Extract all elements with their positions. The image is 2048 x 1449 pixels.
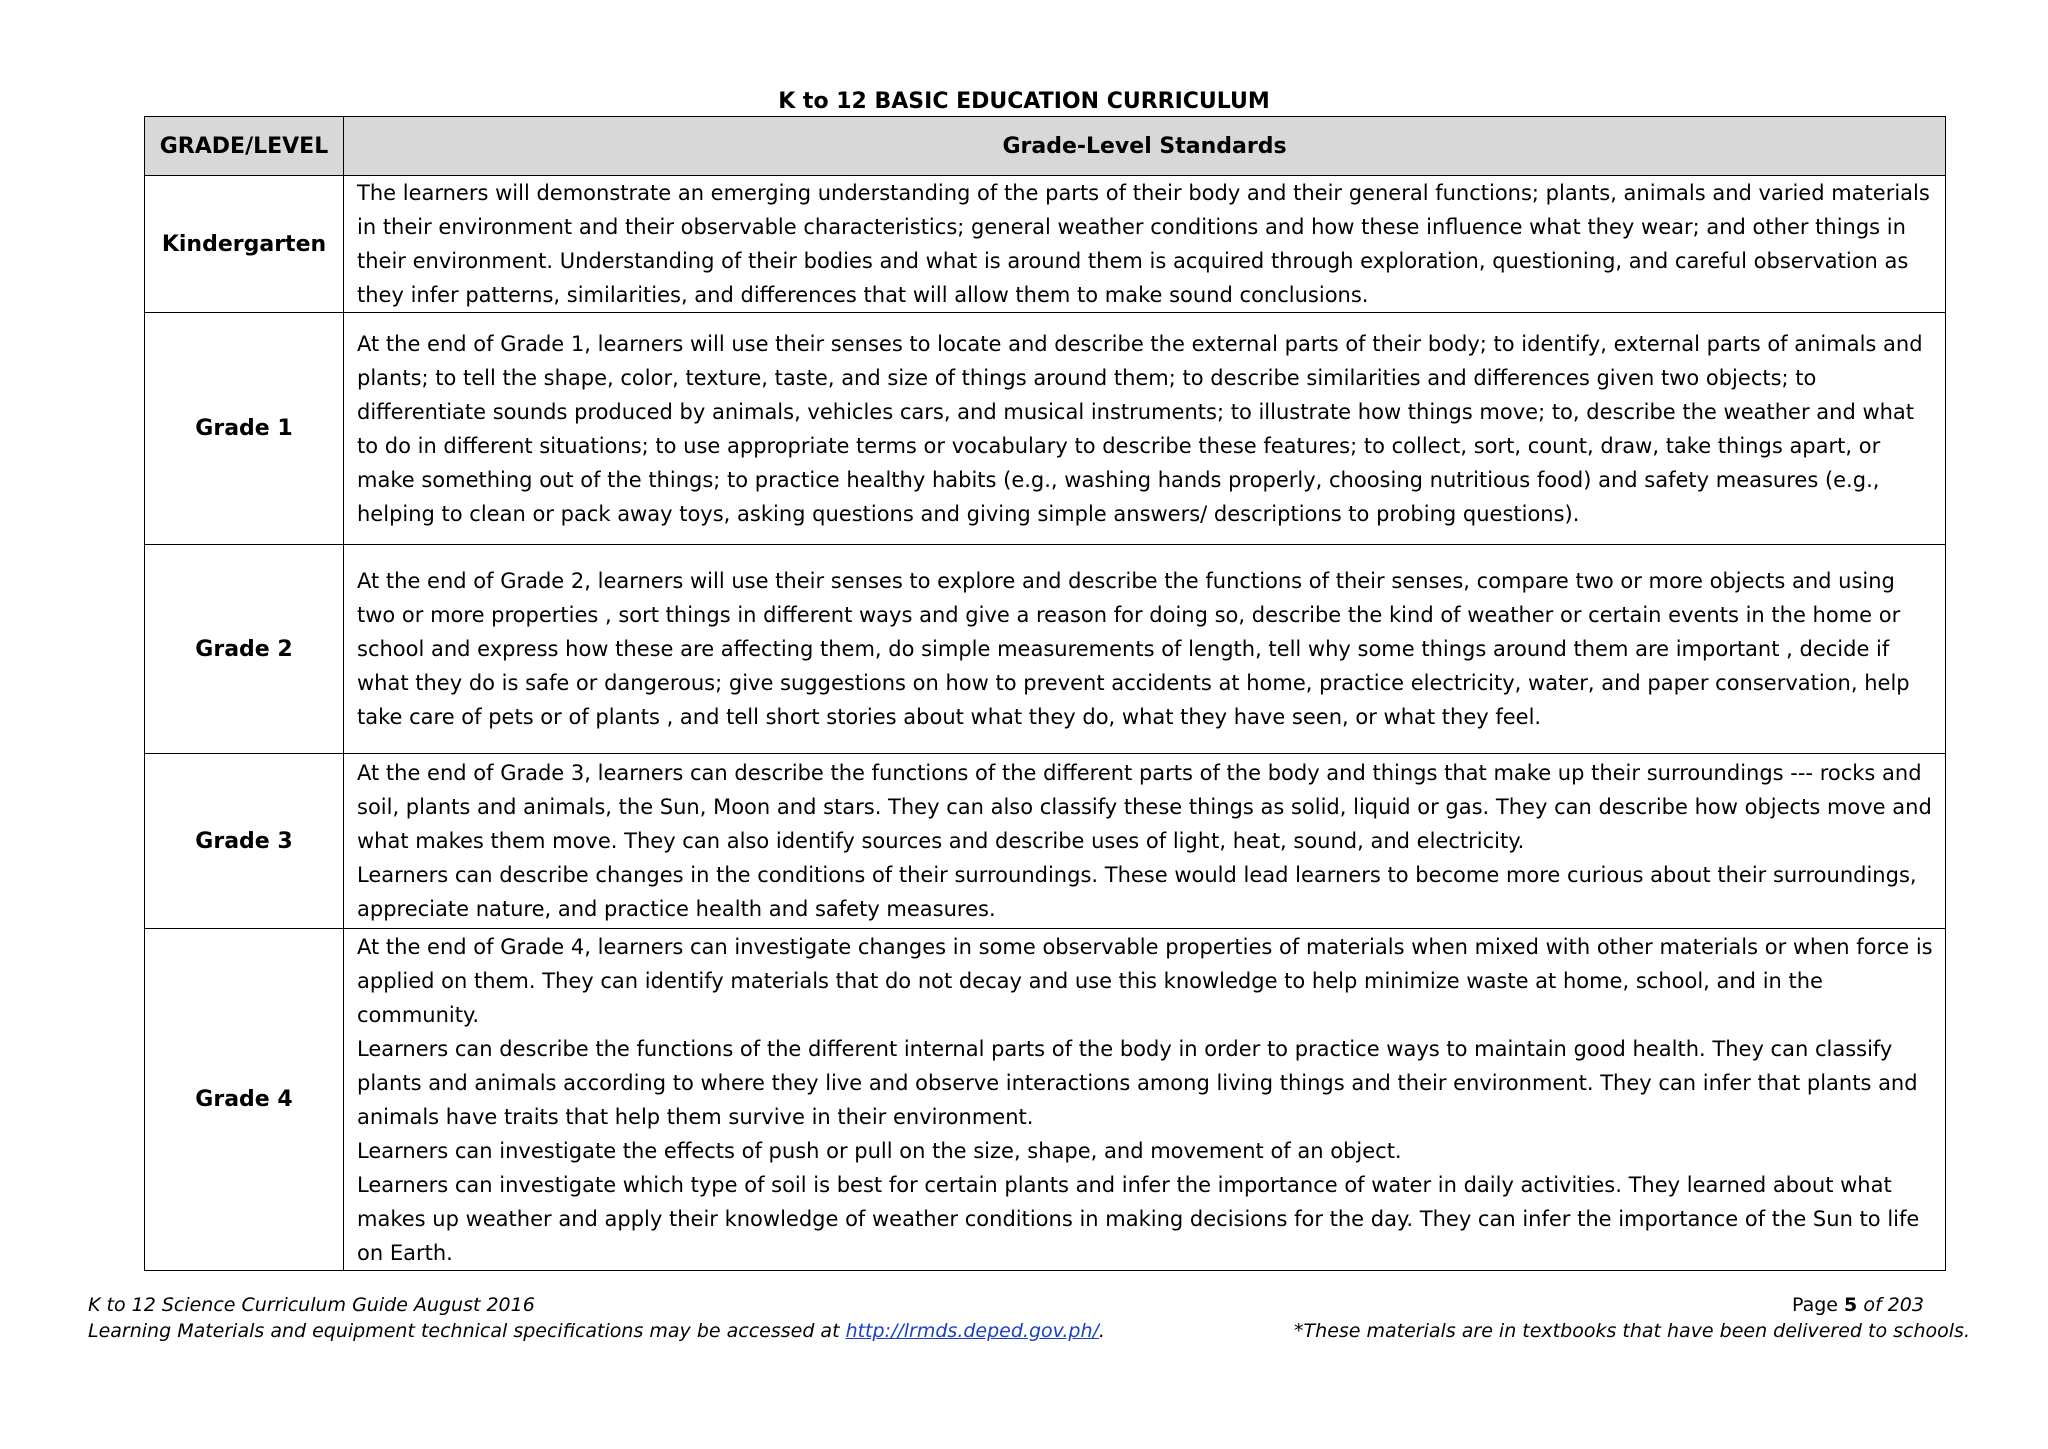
grade-label: Kindergarten xyxy=(145,176,344,313)
standard-text xyxy=(344,313,1946,545)
column-header-standards: Grade-Level Standards xyxy=(344,117,1946,176)
table-row-grade-2 xyxy=(145,545,1946,754)
table-row-grade-3 xyxy=(145,754,1946,929)
standard-paragraph: Learners can describe changes in the conditions of their surroundings. These would lead learners to become more curious about their surroundings, appreciate nature, and practice health and safety measures. xyxy=(357,863,1917,921)
page-current: 5 xyxy=(1844,1294,1858,1316)
grade-label: Grade 3 xyxy=(145,754,344,929)
grade-label: Grade 2 xyxy=(145,545,344,754)
standard-text xyxy=(344,754,1946,929)
standard-paragraph: The learners will demonstrate an emerging understanding of the parts of their body and their general functions; plants, animals and varied materials in their environment and their observable characteristics; general weather conditions and how these influence what they wear; and other things in their environment. Understanding of their bodies and what is around them is acquired through exploration, questioning, and careful observation as they infer patterns, similarities, and differences that will allow them to make sound conclusions. xyxy=(357,181,1930,307)
standard-text xyxy=(344,176,1946,313)
table-header-row xyxy=(145,117,1946,176)
footer-page-number xyxy=(1792,1293,1924,1317)
table-row-kindergarten xyxy=(145,176,1946,313)
standard-text xyxy=(344,929,1946,1271)
standard-paragraph: At the end of Grade 1, learners will use their senses to locate and describe the external parts of their body; to identify, external parts of animals and plants; to tell the shape, color, texture, taste, and size of things around them; to describe similarities and differences given two objects; to differentiate sounds produced by animals, vehicles cars, and musical instruments; to illustrate how things move; to, describe the weather and what to do in different situations; to use appropriate terms or vocabulary to describe these features; to collect, sort, count, draw, take things apart, or make something out of the things; to practice healthy habits (e.g., washing hands properly, choosing nutritious food) and safety measures (e.g., helping to clean or pack away toys, asking questions and giving simple answers/ descriptions to probing questions). xyxy=(357,331,1923,526)
column-header-grade: GRADE/LEVEL xyxy=(145,117,344,176)
table-row-grade-1 xyxy=(145,313,1946,545)
standard-paragraph: Learners can investigate the effects of push or pull on the size, shape, and movement of an object. xyxy=(357,1138,1402,1163)
footer-access-note xyxy=(88,1319,1105,1343)
grade-label: Grade 1 xyxy=(145,313,344,545)
access-text: Learning Materials and equipment technical specifications may be accessed at xyxy=(88,1320,846,1342)
standard-paragraph: Learners can describe the functions of the different internal parts of the body in order to practice ways to maintain good health. They can classify plants and animals according to where they live and observe interactions among living things and their environment. They can infer that plants and animals have traits that help them survive in their environment. xyxy=(357,1036,1918,1129)
grade-label: Grade 4 xyxy=(145,929,344,1271)
footer-guide-title: K to 12 Science Curriculum Guide August 2016 xyxy=(88,1294,535,1316)
document-title: K to 12 BASIC EDUCATION CURRICULUM xyxy=(778,89,1270,114)
page-label: Page xyxy=(1792,1294,1845,1316)
page-total: of 203 xyxy=(1857,1294,1924,1316)
table-row-grade-4 xyxy=(145,929,1946,1271)
lrmds-link[interactable]: http://lrmds.deped.gov.ph/ xyxy=(845,1320,1099,1342)
footer-materials-note: *These materials are in textbooks that have been delivered to schools. xyxy=(1294,1320,1970,1342)
standard-paragraph: At the end of Grade 2, learners will use their senses to explore and describe the functions of their senses, compare two or more objects and using two or more properties , sort things in different ways and give a reason for doing so, describe the kind of weather or certain events in the home or school and express how these are affecting them, do simple measurements of length, tell why some things around them are important , decide if what they do is safe or dangerous; give suggestions on how to prevent accidents at home, practice electricity, water, and paper conservation, help take care of pets or of plants , and tell short stories about what they do, what they have seen, or what they feel. xyxy=(357,569,1910,729)
grade-level-standards-table xyxy=(144,116,1946,1271)
standard-paragraph: Learners can investigate which type of soil is best for certain plants and infer the importance of water in daily activities. They learned about what makes up weather and apply their knowledge of weather conditions in making decisions for the day. They can infer the importance of the Sun to life on Earth. xyxy=(357,1172,1920,1265)
standard-paragraph: At the end of Grade 4, learners can investigate changes in some observable properties of materials when mixed with other materials or when force is applied on them. They can identify materials that do not decay and use this knowledge to help minimize waste at home, school, and in the community. xyxy=(357,934,1933,1027)
standard-text xyxy=(344,545,1946,754)
access-end: . xyxy=(1098,1320,1105,1342)
standard-paragraph: At the end of Grade 3, learners can describe the functions of the different parts of the body and things that make up their surroundings --- rocks and soil, plants and animals, the Sun, Moon and stars. They can also classify these things as solid, liquid or gas. They can describe how objects move and what makes them move. They can also identify sources and describe uses of light, heat, sound, and electricity. xyxy=(357,761,1932,853)
